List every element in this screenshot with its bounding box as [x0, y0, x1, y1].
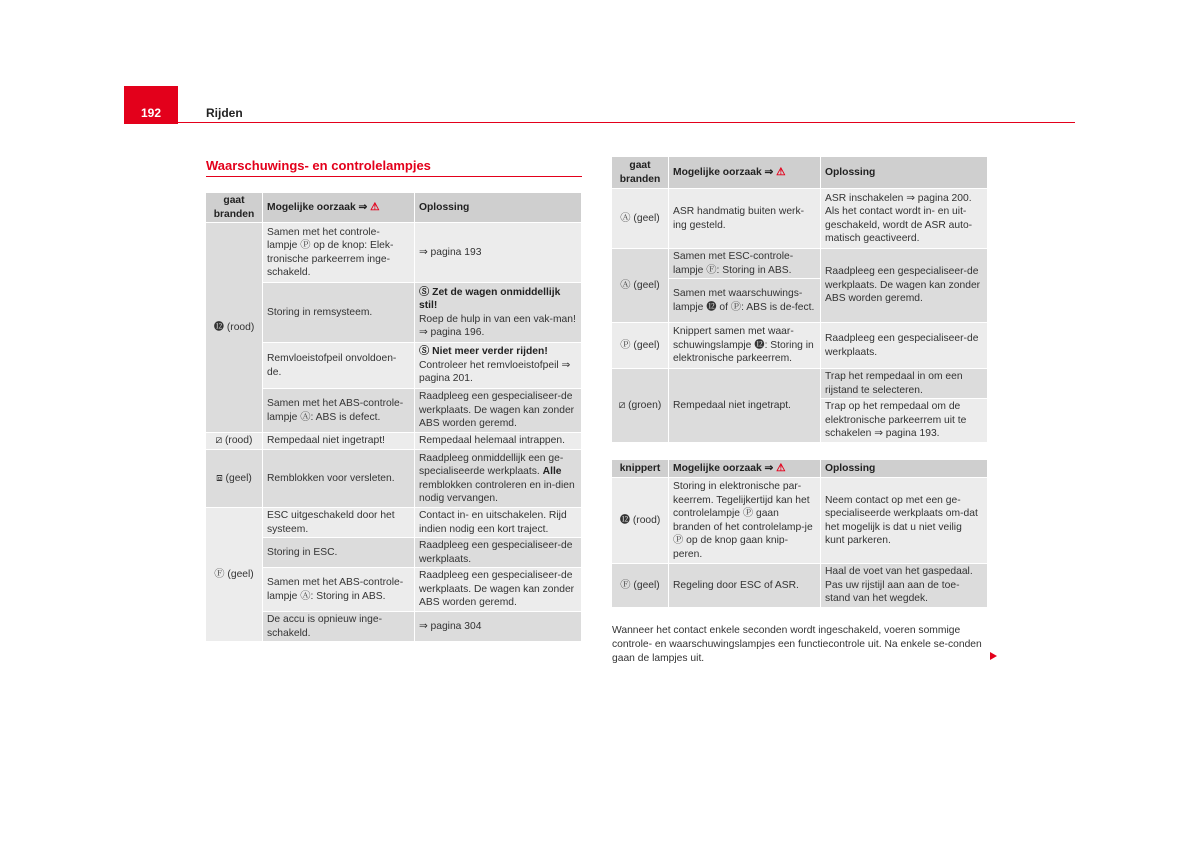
lamp-brake-red: ⓬ (rood) — [206, 223, 263, 433]
cause-cell: Samen met het ABS-controle-lampje Ⓐ: Storing in ABS. — [263, 568, 415, 612]
col-solution: Oplossing — [415, 193, 582, 223]
cause-cell: ASR handmatig buiten werk-ing gesteld. — [669, 189, 821, 249]
table-row — [206, 389, 582, 433]
page-title: Waarschuwings- en controlelampjes — [206, 158, 431, 173]
table-header-row — [206, 193, 582, 223]
lamp-pedal-green: ⧄ (groen) — [612, 369, 669, 443]
col-cause-label: Mogelijke oorzaak ⇒ — [267, 201, 368, 213]
cause-cell: Samen met ESC-controle-lampje Ⓕ: Storing in ABS. — [669, 249, 821, 279]
header-rule — [124, 122, 1075, 123]
cause-cell: Storing in remsysteem. — [263, 283, 415, 343]
section-title: Rijden — [206, 106, 243, 120]
solution-cell: Neem contact op met een ge-specialiseerde werkplaats om-dat het mogelijk is dat u niet veilig kunt parkeren. — [821, 478, 988, 564]
table-row — [612, 189, 988, 249]
solution-bold: Ⓢ Niet meer verder rijden! — [419, 346, 548, 358]
title-rule — [206, 176, 582, 177]
solution-cell: Contact in- en uitschakelen. Rijd indien nodig een kort traject. — [415, 508, 582, 538]
table-row — [206, 612, 582, 642]
table-header-row — [612, 460, 988, 478]
cause-cell: Remblokken voor versleten. — [263, 450, 415, 508]
solution-cell: Raadpleeg een gespecialiseer-de werkplaats. — [821, 323, 988, 369]
solution-cell: Raadpleeg een gespecialiseer-de werkplaats. De wagen kan zonder ABS worden geremd. — [821, 249, 988, 323]
warning-triangle-icon: ⚠ — [370, 201, 380, 213]
col-knippert: knippert — [612, 460, 669, 478]
lamp-asr-yellow: Ⓐ (geel) — [612, 189, 669, 249]
table-row — [612, 564, 988, 608]
table-row — [206, 343, 582, 389]
col-gaat-branden: gaat branden — [612, 157, 669, 189]
note-paragraph: Wanneer het contact enkele seconden wordt ingeschakeld, voeren sommige controle- en waarschuwingslampjes een functiecontrole uit. Na enkele se-conden gaan de lampjes uit. — [612, 625, 982, 664]
table-row — [612, 249, 988, 279]
table-row — [612, 323, 988, 369]
col-gaat-branden: gaat branden — [206, 193, 263, 223]
solution-cell: ⇒ pagina 193 — [415, 223, 582, 283]
solution-bold: Alle — [542, 466, 562, 477]
solution-cell — [415, 283, 582, 343]
cause-cell: Storing in ESC. — [263, 538, 415, 568]
table-row — [612, 369, 988, 399]
table-row — [206, 538, 582, 568]
warning-triangle-icon: ⚠ — [776, 166, 786, 178]
table-header-row — [612, 157, 988, 189]
solution-text: Roep de hulp in van een vak-man! ⇒ pagina 196. — [419, 313, 576, 338]
col-solution: Oplossing — [821, 157, 988, 189]
lamp-esc-yellow: Ⓕ (geel) — [206, 508, 263, 642]
cause-cell: ESC uitgeschakeld door het systeem. — [263, 508, 415, 538]
cause-cell: Samen met het ABS-controle-lampje Ⓐ: ABS is defect. — [263, 389, 415, 433]
lamp-pedal-red: ⧄ (rood) — [206, 433, 263, 450]
solution-cell — [415, 343, 582, 389]
solution-cell: Raadpleeg een gespecialiseer-de werkplaats. De wagen kan zonder ABS worden geremd. — [415, 389, 582, 433]
col-cause — [669, 460, 821, 478]
lamp-brakepads-yellow: ⧈ (geel) — [206, 450, 263, 508]
table-row — [206, 508, 582, 538]
blinking-lamps-table — [612, 460, 988, 608]
cause-cell: Regeling door ESC of ASR. — [669, 564, 821, 608]
lamp-esc-yellow: Ⓕ (geel) — [612, 564, 669, 608]
table-row — [206, 450, 582, 508]
solution-cell: Haal de voet van het gaspedaal. Pas uw rijstijl aan aan de toe-stand van het wegdek. — [821, 564, 988, 608]
table-row — [206, 223, 582, 283]
solution-text: Raadpleeg onmiddellijk een ge-specialiseerde werkplaats. — [419, 452, 564, 477]
solution-cell: Trap op het rempedaal om de elektronische parkeerrem uit te schakelen ⇒ pagina 193. — [821, 399, 988, 443]
solution-cell: ASR inschakelen ⇒ pagina 200. Als het contact wordt in- en uit-geschakeld, wordt de ASR auto-matisch geactiveerd. — [821, 189, 988, 249]
solution-cell: Raadpleeg een gespecialiseer-de werkplaats. — [415, 538, 582, 568]
cause-cell: Samen met het controle-lampje Ⓟ op de knop: Elek-tronische parkeerrem inge-schakeld. — [263, 223, 415, 283]
cause-cell: Knippert samen met waar-schuwingslampje ⓬: Storing in elektronische parkeerrem. — [669, 323, 821, 369]
col-cause-label: Mogelijke oorzaak ⇒ — [673, 462, 774, 474]
solution-cell: ⇒ pagina 304 — [415, 612, 582, 642]
solution-cell: Trap het rempedaal in om een rijstand te selecteren. — [821, 369, 988, 399]
continue-arrow-icon — [990, 652, 997, 660]
cause-cell: Remvloeistofpeil onvoldoen-de. — [263, 343, 415, 389]
solution-bold: Ⓢ Zet de wagen onmiddellijk stil! — [419, 286, 561, 311]
table-row — [206, 433, 582, 450]
solution-cell: Raadpleeg een gespecialiseer-de werkplaats. De wagen kan zonder ABS worden geremd. — [415, 568, 582, 612]
cause-cell: Samen met waarschuwings-lampje ⓬ of Ⓟ: ABS is de-fect. — [669, 279, 821, 323]
warning-lamps-table — [206, 193, 582, 642]
col-cause-label: Mogelijke oorzaak ⇒ — [673, 166, 774, 178]
solution-text: Controleer het remvloeistofpeil ⇒ pagina 201. — [419, 359, 571, 385]
cause-cell: Rempedaal niet ingetrapt. — [669, 369, 821, 443]
table-row — [612, 478, 988, 564]
table-row — [206, 568, 582, 612]
solution-cell: Rempedaal helemaal intrappen. — [415, 433, 582, 450]
solution-cell — [415, 450, 582, 508]
lamp-epb-yellow: Ⓟ (geel) — [612, 323, 669, 369]
cause-cell: De accu is opnieuw inge-schakeld. — [263, 612, 415, 642]
page-number: 192 — [140, 106, 162, 120]
solution-text-2: remblokken controleren en in-dien nodig vervangen. — [419, 479, 575, 504]
col-cause — [263, 193, 415, 223]
table-row — [206, 283, 582, 343]
warning-triangle-icon: ⚠ — [776, 462, 786, 474]
lamp-brake-red: ⓬ (rood) — [612, 478, 669, 564]
col-solution: Oplossing — [821, 460, 988, 478]
warning-lamps-table-2 — [612, 157, 988, 443]
col-cause — [669, 157, 821, 189]
lamp-abs-yellow: Ⓐ (geel) — [612, 249, 669, 323]
cause-cell: Rempedaal niet ingetrapt! — [263, 433, 415, 450]
cause-cell: Storing in elektronische par-keerrem. Tegelijkertijd kan het controlelampje Ⓟ gaan branden of het controlelamp-je Ⓟ op de knop gaan knip-peren. — [669, 478, 821, 564]
